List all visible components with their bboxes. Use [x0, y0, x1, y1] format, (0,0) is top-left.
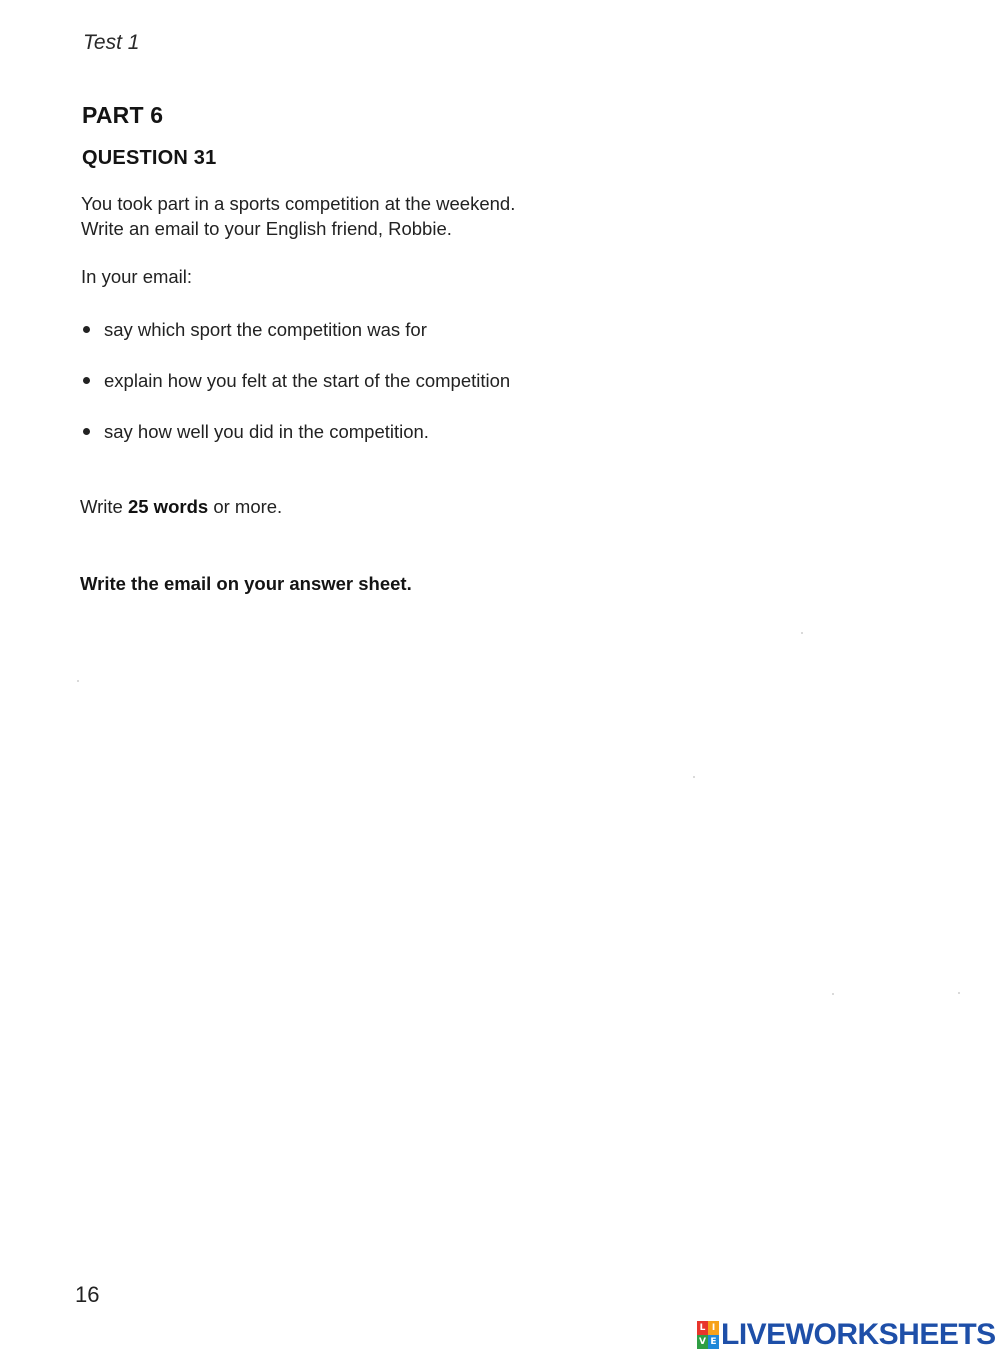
scan-speck [77, 680, 79, 682]
logo-letter: E [708, 1335, 719, 1349]
test-header: Test 1 [83, 31, 140, 54]
scan-speck [958, 992, 960, 994]
logo-letter: V [697, 1335, 708, 1349]
bullet-text: say how well you did in the competition. [104, 421, 429, 442]
task-intro [81, 191, 515, 241]
word-count-number: 25 words [127, 496, 209, 517]
list-item [81, 368, 510, 419]
bullet-icon [83, 326, 90, 333]
logo-letter: I [708, 1321, 719, 1335]
question-title: QUESTION 31 [82, 147, 217, 169]
bullet-text: say which sport the competition was for [104, 319, 427, 340]
scan-speck [832, 993, 834, 995]
task-bullet-list [81, 317, 510, 470]
word-count-requirement [80, 496, 282, 518]
bullet-text: explain how you felt at the start of the competition [104, 370, 511, 391]
list-item [81, 317, 510, 368]
intro-line-1: You took part in a sports competition at the weekend. [81, 193, 516, 214]
bullet-lead: In your email: [81, 266, 193, 287]
bullet-icon [83, 377, 90, 384]
list-item [81, 419, 510, 470]
logo-letter: L [697, 1321, 708, 1335]
answer-sheet-instruction: Write the email on your answer sheet. [80, 573, 412, 594]
liveworksheets-brand [697, 1318, 996, 1352]
intro-line-2: Write an email to your English friend, Robbie. [81, 218, 452, 239]
scan-speck [801, 632, 803, 634]
brand-name: LIVEWORKSHEETS [721, 1318, 996, 1351]
part-title: PART 6 [82, 102, 164, 128]
scan-speck [693, 776, 695, 778]
word-count-suffix: or more. [213, 496, 283, 517]
liveworksheets-logo-icon [697, 1321, 719, 1349]
bullet-icon [83, 428, 90, 435]
word-count-prefix: Write [80, 496, 123, 517]
page-number: 16 [75, 1282, 100, 1307]
